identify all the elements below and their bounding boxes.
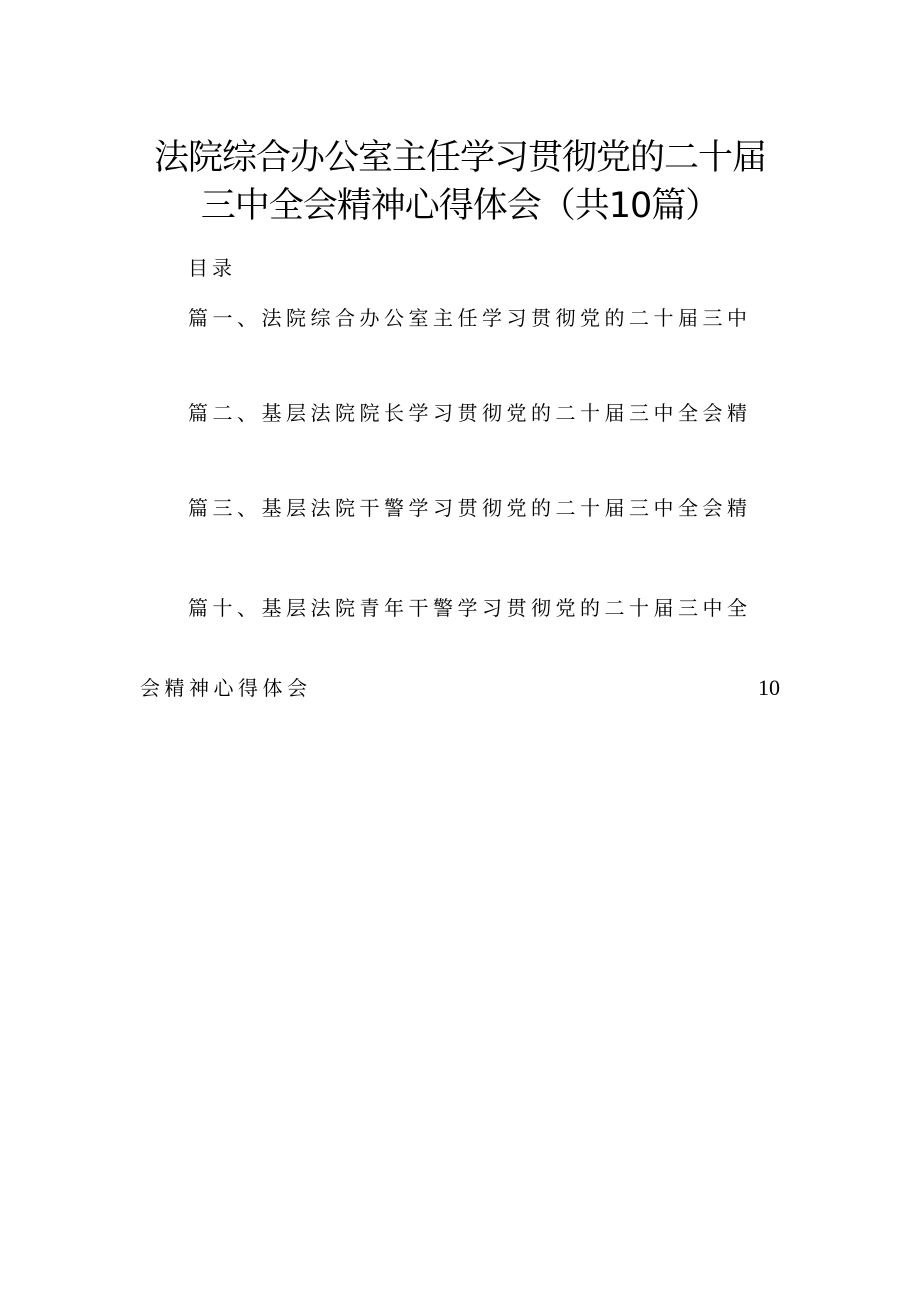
document-title-line2: 三中全会精神心得体会（共10篇） xyxy=(200,186,720,226)
document-title-line1: 法院综合办公室主任学习贯彻党的二十届 xyxy=(153,138,766,178)
toc-item[interactable]: 篇三、基层法院干警学习贯彻党的二十届三中全会精 xyxy=(188,496,752,520)
toc-heading: 目录 xyxy=(188,256,236,280)
toc-item[interactable]: 篇十、基层法院青年干警学习贯彻党的二十届三中全 xyxy=(188,596,752,620)
toc-item[interactable]: 篇二、基层法院院长学习贯彻党的二十届三中全会精 xyxy=(188,401,752,425)
toc-item[interactable]: 篇一、法院综合办公室主任学习贯彻党的二十届三中 xyxy=(188,306,752,330)
toc-page-number: 10 xyxy=(758,675,780,700)
toc-item-continuation[interactable]: 会精神心得体会 xyxy=(140,676,312,700)
